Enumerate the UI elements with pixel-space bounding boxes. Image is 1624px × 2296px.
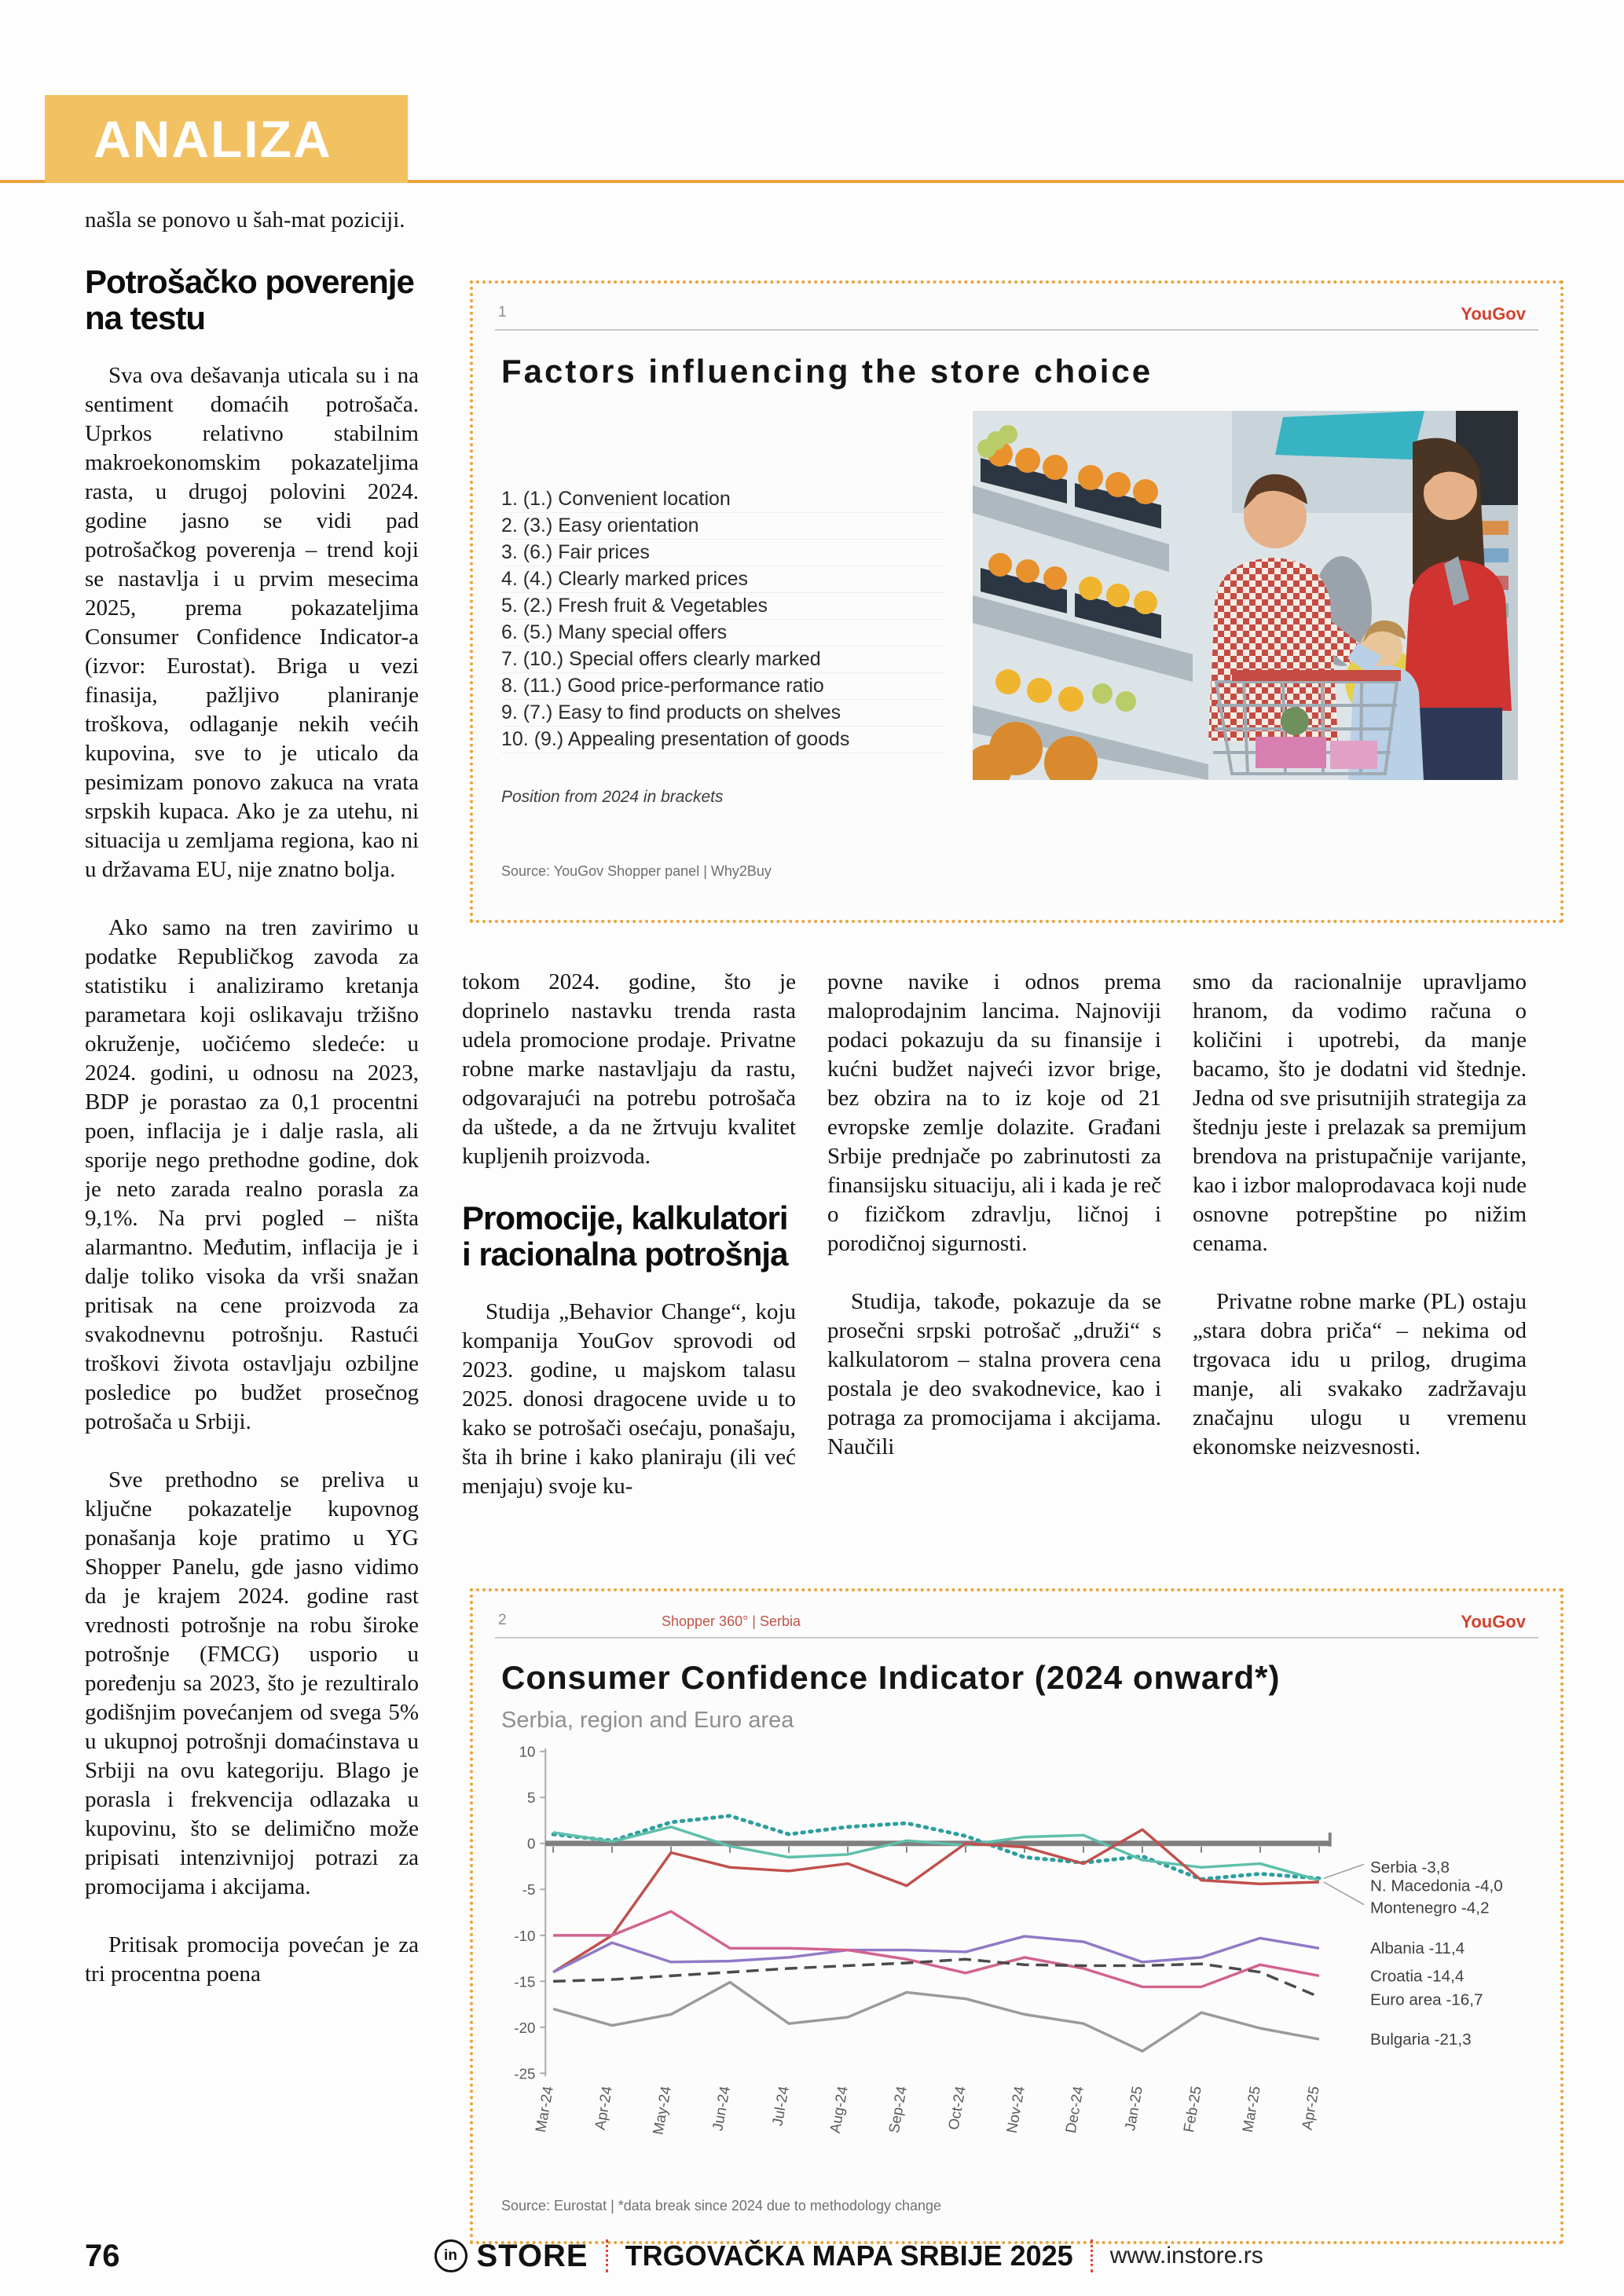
slide-number: 1 [498, 304, 507, 320]
footer-edition: TRGOVAČKA MAPA SRBIJE 2025 [625, 2239, 1073, 2272]
svg-text:-10: -10 [514, 1927, 536, 1944]
svg-text:Nov-24: Nov-24 [1003, 2085, 1028, 2135]
store-choice-factor: 7. (10.) Special offers clearly marked [501, 646, 945, 673]
svg-text:Montenegro -4,2: Montenegro -4,2 [1369, 1899, 1490, 1917]
article-left-column [85, 206, 419, 2217]
article-column-c [1193, 968, 1527, 1576]
store-choice-factor: 6. (5.) Many special offers [501, 620, 945, 646]
svg-text:-20: -20 [514, 2019, 536, 2036]
slide-title: Factors influencing the store choice [501, 353, 1153, 390]
article-paragraph: Sve prethodno se preliva u ključne pokazatelje kupovnog ponašanja koje pratimo u YG Shopper Panelu, gde jasno vidimo da je krajem 2024. godine rast vrednosti potrošnje na robu široke potrošnje (FMCG) usporio u poređenju sa 2023, što je rezultiralo godišnjim povećanjem od svega 5% u ukupnoj potrošnji domaćinstava u Srbiji na ovu kategoriju. Blago je porasla i frekvencija odlazaka u kupovinu, što se delimično može pripisati intenzivnijoj potrazi za promocijama i akcijama. [85, 1467, 419, 1899]
svg-text:Mar-25: Mar-25 [1238, 2085, 1263, 2134]
page-footer [85, 2236, 1562, 2276]
svg-text:Mar-24: Mar-24 [532, 2085, 557, 2134]
store-choice-factor: 1. (1.) Convenient location [501, 486, 945, 513]
svg-text:Oct-24: Oct-24 [944, 2085, 969, 2132]
article-paragraph: Sva ova dešavanja uticala su i na sentiment domaćih potrošača. Uprkos relativno stabilnim makroekonomskim pokazateljima rasta, u drugoj polovini 2024. godine jasno se vidi pad potrošačkog poverenja – trend koji se nastavlja i u prvim mesecima 2025, prema pokazateljima Consumer Confidence Indicator-a (izvor: Eurostat). Briga u vezi finasija, pažljivo planiranje troškova, odlaganje nekih većih kupovina, sve to je uticalo da pesimizam ponovo zakuca na vrata srpskih kupaca. Ako je za utehu, ni situacija u zemljama regiona, kao ni u državama EU, nije znatno bolja. [85, 363, 419, 882]
in-circle-icon: in [434, 2239, 467, 2272]
svg-text:Feb-25: Feb-25 [1179, 2085, 1204, 2134]
svg-text:Jul-24: Jul-24 [768, 2085, 792, 2127]
store-choice-factor: 10. (9.) Appealing presentation of goods [501, 727, 945, 753]
page-number: 76 [85, 2238, 120, 2273]
slide-source: Source: YouGov Shopper panel | Why2Buy [501, 863, 772, 879]
photo-illustration [973, 411, 1518, 780]
section-title: ANALIZA [93, 110, 332, 168]
article-paragraph: Studija, takođe, pokazuje da se prosečni srpski potrošač „druži“ s kalkulatorom – stalna provera cena postala je deo svakodnevice, kao i potraga za promocijama i akcijama. Naučili [827, 1289, 1161, 1459]
yougov-logo: YouGov [1461, 304, 1526, 324]
store-choice-factor: 8. (11.) Good price-performance ratio [501, 673, 945, 700]
store-choice-factor: 2. (3.) Easy orientation [501, 513, 945, 540]
article-paragraph: Ako samo na tren zavirimo u podatke Republičkog zavoda za statistiku i analiziramo kretanja parametara koji oslikavaju tržišno okruženje, uočićemo sledeće: u 2024. godini, u odnosu na 2023, BDP je porastao za 0,1 procentni poen, inflacija je i dalje rasla, ali sporije nego prethodne godine, dok je neto zarada realno porasla za 9,1%. Na prvi pogled – ništa alarmantno. Međutim, inflacija je i dalje toliko visoka da vrši snažan pritisak na cene proizvoda za svakodnevnu potrošnju. Rastući troškovi života ostavljaju ozbiljne posledice po budžet prosečnog potrošača u Srbiji. [85, 915, 419, 1434]
article-paragraph: povne navike i odnos prema maloprodajnim lancima. Najnoviji podaci pokazuju da su finansije i kućni budžet najveći izvor brige, bez obzira na to iz koje od 21 evropske zemlje dolazite. Građani Srbije prednjače po zabrinutosti za finansijsku situaciju, ali i kada je reč o fizičkom zdravlju, ličnoj i porodičnoj sigurnosti. [827, 969, 1161, 1256]
store-choice-factor: 3. (6.) Fair prices [501, 540, 945, 566]
svg-text:5: 5 [527, 1789, 536, 1807]
chart-subtitle: Serbia, region and Euro area [501, 1708, 794, 1733]
article-paragraph: našla se ponovo u šah-mat poziciji. [85, 207, 405, 233]
svg-text:Bulgaria -21,3: Bulgaria -21,3 [1369, 2031, 1472, 2049]
article-column-a [462, 968, 796, 1576]
footer-divider [606, 2239, 608, 2272]
svg-text:Apr-25: Apr-25 [1298, 2085, 1322, 2132]
store-choice-factor: 4. (4.) Clearly marked prices [501, 566, 945, 593]
slide-cci-chart [470, 1588, 1564, 2244]
chart-title: Consumer Confidence Indicator (2024 onward*) [501, 1659, 1281, 1696]
slide-footnote: Position from 2024 in brackets [501, 788, 724, 806]
svg-text:Jan-25: Jan-25 [1121, 2085, 1146, 2133]
slide-number: 2 [498, 1612, 507, 1628]
cci-line-chart [487, 1741, 1540, 2204]
svg-text:Sep-24: Sep-24 [885, 2085, 910, 2135]
instore-logo [434, 2239, 588, 2274]
svg-text:0: 0 [527, 1835, 536, 1852]
yougov-logo: YouGov [1461, 1612, 1526, 1631]
svg-text:-15: -15 [514, 1973, 536, 1990]
svg-text:May-24: May-24 [649, 2085, 675, 2137]
svg-text:Albania -11,4: Albania -11,4 [1369, 1939, 1465, 1958]
footer-website: www.instore.rs [1109, 2243, 1263, 2269]
article-paragraph: Pritisak promocija povećan je za tri procentna poena [85, 1932, 419, 1987]
chart-source: Source: Eurostat | *data break since 2024 due to methodology change [501, 2198, 942, 2214]
svg-text:Aug-24: Aug-24 [826, 2085, 851, 2135]
store-choice-factor-list [501, 486, 945, 753]
section-banner [45, 95, 408, 183]
article-subheading: Potrošačko poverenje na testu [85, 263, 414, 336]
svg-text:N. Macedonia -4,0: N. Macedonia -4,0 [1369, 1877, 1503, 1895]
store-choice-factor: 5. (2.) Fresh fruit & Vegetables [501, 593, 945, 620]
slide-header-rule [495, 1637, 1538, 1639]
article-paragraph: smo da racionalnije upravljamo hranom, da vodimo računa o količini i upotrebi, da manje bacamo, što je dodatni vid štednje. Jedna od sve prisutnijih strategija za štednju jeste i prelazak sa premijum brendova na pristupačnije varijante, kao i izbor maloprodavaca koji nude osnovne potrepštine po nižim cenama. [1193, 969, 1527, 1256]
svg-text:10: 10 [519, 1743, 536, 1760]
article-paragraph: Studija „Behavior Change“, koju kompanija YouGov sprovodi od 2023. godine, u majskom talasu 2025. donosi dragocene uvide u to kako se potrošači osećaju, ponašaju, šta ih brine i kako planiraju (ili već menjaju) svoje ku- [462, 1299, 796, 1499]
article-paragraph: Privatne robne marke (PL) ostaju „stara dobra priča“ – nekima od trgovaca idu u prilog, drugima manje, ali svakako zadržavaju značajnu ulogu u vremenu ekonomske neizvesnosti. [1193, 1289, 1527, 1459]
footer-divider [1091, 2239, 1093, 2272]
store-wordmark: STORE [476, 2238, 588, 2273]
slide-header-tag: Shopper 360° | Serbia [662, 1613, 801, 1629]
svg-text:Serbia -3,8: Serbia -3,8 [1369, 1858, 1450, 1877]
svg-text:Apr-24: Apr-24 [591, 2085, 616, 2132]
slide-header-rule [495, 329, 1538, 331]
svg-text:-25: -25 [514, 2065, 536, 2082]
article-subheading: Promocije, kalkulatori i racionalna potrošnja [462, 1199, 788, 1273]
cci-chart-svg [487, 1741, 1540, 2196]
family-shopping-photo [973, 411, 1518, 780]
svg-text:Euro area -16,7: Euro area -16,7 [1369, 1990, 1483, 2009]
svg-text:Jun-24: Jun-24 [709, 2085, 734, 2133]
svg-text:-5: -5 [522, 1881, 536, 1899]
article-column-b [827, 968, 1161, 1576]
slide-factors [470, 280, 1564, 923]
svg-text:Dec-24: Dec-24 [1061, 2085, 1087, 2135]
article-paragraph: tokom 2024. godine, što je doprinelo nastavku trenda rasta udela promocione prodaje. Privatne robne marke nastavljaju da rastu, odgovarajući na potrebu potrošača da uštede, a da ne žrtvuju kvalitet kupljenih proizvoda. [462, 969, 796, 1169]
store-choice-factor: 9. (7.) Easy to find products on shelves [501, 700, 945, 727]
svg-text:Croatia -14,4: Croatia -14,4 [1369, 1967, 1465, 1986]
